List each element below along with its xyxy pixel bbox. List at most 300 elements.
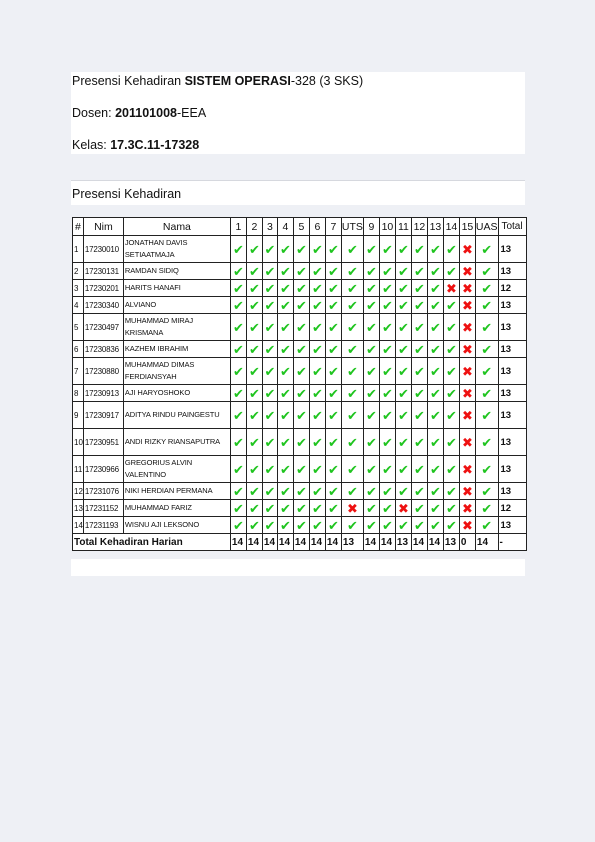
attendance-cell <box>411 385 427 402</box>
check-icon: ✔ <box>327 319 339 335</box>
attendance-cell <box>246 341 262 358</box>
row-number: 8 <box>73 385 84 402</box>
daily-total-cell: 14 <box>246 534 262 551</box>
check-icon: ✔ <box>346 280 358 296</box>
attendance-cell <box>341 263 363 280</box>
attendance-cell <box>443 314 459 341</box>
attendance-cell <box>379 358 395 385</box>
check-icon: ✔ <box>429 517 441 533</box>
attendance-cell <box>230 263 246 280</box>
attendance-cell <box>411 263 427 280</box>
attendance-cell <box>427 341 443 358</box>
course-name: SISTEM OPERASI <box>184 74 291 88</box>
attendance-cell <box>230 517 246 534</box>
attendance-cell <box>475 280 498 297</box>
student-nim: 17230340 <box>83 297 123 314</box>
check-icon: ✔ <box>381 483 393 499</box>
attendance-cell <box>341 500 363 517</box>
check-icon: ✔ <box>413 319 425 335</box>
check-icon: ✔ <box>397 341 409 357</box>
attendance-cell <box>379 483 395 500</box>
row-total: 13 <box>498 429 526 456</box>
check-icon: ✔ <box>327 280 339 296</box>
check-icon: ✔ <box>327 297 339 313</box>
attendance-cell <box>262 358 277 385</box>
column-header: 13 <box>427 218 443 236</box>
check-icon: ✔ <box>264 434 276 450</box>
check-icon: ✔ <box>346 341 358 357</box>
attendance-cell <box>246 429 262 456</box>
attendance-cell <box>363 483 379 500</box>
attendance-cell <box>309 358 325 385</box>
attendance-cell <box>246 297 262 314</box>
row-total: 13 <box>498 456 526 483</box>
check-icon: ✔ <box>397 461 409 477</box>
check-icon: ✔ <box>264 297 276 313</box>
attendance-cell <box>395 341 411 358</box>
check-icon: ✔ <box>381 341 393 357</box>
class-code: 17.3C.11-17328 <box>110 138 200 152</box>
student-nim: 17230966 <box>83 456 123 483</box>
row-number: 2 <box>73 263 84 280</box>
check-icon: ✔ <box>232 517 244 533</box>
check-icon: ✔ <box>295 517 307 533</box>
attendance-cell <box>230 500 246 517</box>
check-icon: ✔ <box>232 434 244 450</box>
attendance-cell <box>277 297 293 314</box>
check-icon: ✔ <box>481 297 493 313</box>
check-icon: ✔ <box>232 297 244 313</box>
check-icon: ✔ <box>311 500 323 516</box>
check-icon: ✔ <box>295 280 307 296</box>
attendance-cell <box>309 314 325 341</box>
row-total: 13 <box>498 341 526 358</box>
attendance-cell <box>475 358 498 385</box>
cross-icon: ✖ <box>445 280 457 296</box>
attendance-cell <box>475 500 498 517</box>
check-icon: ✔ <box>264 241 276 257</box>
attendance-cell <box>475 517 498 534</box>
column-header: 4 <box>277 218 293 236</box>
attendance-cell <box>363 358 379 385</box>
daily-total-row <box>73 534 527 551</box>
check-icon: ✔ <box>445 297 457 313</box>
attendance-cell <box>325 429 341 456</box>
attendance-cell <box>363 456 379 483</box>
check-icon: ✔ <box>381 280 393 296</box>
column-header: # <box>73 218 84 236</box>
attendance-cell <box>475 429 498 456</box>
attendance-cell <box>443 358 459 385</box>
attendance-cell <box>427 263 443 280</box>
attendance-cell <box>293 500 309 517</box>
check-icon: ✔ <box>481 263 493 279</box>
check-icon: ✔ <box>327 385 339 401</box>
attendance-cell <box>277 314 293 341</box>
check-icon: ✔ <box>481 319 493 335</box>
check-icon: ✔ <box>397 297 409 313</box>
attendance-cell <box>395 280 411 297</box>
check-icon: ✔ <box>413 341 425 357</box>
row-total: 13 <box>498 385 526 402</box>
cross-icon: ✖ <box>461 461 473 477</box>
attendance-cell <box>475 263 498 280</box>
row-total: 13 <box>498 263 526 280</box>
check-icon: ✔ <box>481 241 493 257</box>
attendance-cell <box>246 500 262 517</box>
row-number: 5 <box>73 314 84 341</box>
attendance-cell <box>230 236 246 263</box>
student-name: ALVIANO <box>123 297 230 314</box>
attendance-cell <box>395 429 411 456</box>
column-header: 14 <box>443 218 459 236</box>
check-icon: ✔ <box>295 461 307 477</box>
row-number: 7 <box>73 358 84 385</box>
attendance-cell <box>262 297 277 314</box>
check-icon: ✔ <box>311 461 323 477</box>
attendance-cell <box>379 314 395 341</box>
daily-total-cell: 14 <box>379 534 395 551</box>
check-icon: ✔ <box>311 319 323 335</box>
check-icon: ✔ <box>413 363 425 379</box>
check-icon: ✔ <box>264 483 276 499</box>
check-icon: ✔ <box>481 385 493 401</box>
attendance-cell <box>411 500 427 517</box>
attendance-cell <box>262 314 277 341</box>
attendance-cell <box>443 456 459 483</box>
row-number: 11 <box>73 456 84 483</box>
attendance-cell <box>293 429 309 456</box>
attendance-cell <box>293 263 309 280</box>
attendance-cell <box>246 358 262 385</box>
attendance-cell <box>427 314 443 341</box>
check-icon: ✔ <box>397 434 409 450</box>
attendance-cell <box>379 517 395 534</box>
attendance-cell <box>262 402 277 429</box>
table-row <box>73 500 527 517</box>
attendance-cell <box>341 429 363 456</box>
class-line <box>72 138 199 152</box>
attendance-cell <box>411 280 427 297</box>
cross-icon: ✖ <box>461 434 473 450</box>
attendance-cell <box>277 517 293 534</box>
attendance-cell <box>379 385 395 402</box>
attendance-cell <box>262 385 277 402</box>
attendance-cell <box>341 280 363 297</box>
attendance-cell <box>395 456 411 483</box>
check-icon: ✔ <box>232 500 244 516</box>
check-icon: ✔ <box>445 434 457 450</box>
check-icon: ✔ <box>381 434 393 450</box>
check-icon: ✔ <box>445 341 457 357</box>
check-icon: ✔ <box>279 461 291 477</box>
attendance-cell <box>475 297 498 314</box>
attendance-cell <box>379 341 395 358</box>
row-total: 12 <box>498 280 526 297</box>
attendance-cell <box>459 402 475 429</box>
footer-label: Total Kehadiran Harian <box>73 534 231 551</box>
attendance-cell <box>459 429 475 456</box>
attendance-cell <box>293 385 309 402</box>
attendance-cell <box>379 280 395 297</box>
row-number: 4 <box>73 297 84 314</box>
check-icon: ✔ <box>295 241 307 257</box>
attendance-cell <box>309 429 325 456</box>
attendance-cell <box>309 297 325 314</box>
attendance-cell <box>262 500 277 517</box>
attendance-cell <box>363 402 379 429</box>
check-icon: ✔ <box>279 483 291 499</box>
daily-total-cell: 14 <box>427 534 443 551</box>
attendance-cell <box>309 341 325 358</box>
check-icon: ✔ <box>248 297 260 313</box>
check-icon: ✔ <box>365 297 377 313</box>
check-icon: ✔ <box>365 319 377 335</box>
attendance-cell <box>427 280 443 297</box>
check-icon: ✔ <box>397 280 409 296</box>
attendance-cell <box>309 385 325 402</box>
attendance-cell <box>443 297 459 314</box>
column-header: Nama <box>123 218 230 236</box>
attendance-cell <box>230 402 246 429</box>
check-icon: ✔ <box>311 385 323 401</box>
check-icon: ✔ <box>248 319 260 335</box>
daily-total-cell: 14 <box>309 534 325 551</box>
check-icon: ✔ <box>279 280 291 296</box>
course-info-panel <box>71 72 525 154</box>
check-icon: ✔ <box>365 407 377 423</box>
attendance-cell <box>325 483 341 500</box>
check-icon: ✔ <box>279 241 291 257</box>
check-icon: ✔ <box>311 341 323 357</box>
attendance-cell <box>363 341 379 358</box>
attendance-cell <box>411 314 427 341</box>
check-icon: ✔ <box>327 363 339 379</box>
attendance-cell <box>475 314 498 341</box>
student-nim: 17231076 <box>83 483 123 500</box>
attendance-cell <box>459 358 475 385</box>
cross-icon: ✖ <box>461 297 473 313</box>
cross-icon: ✖ <box>397 500 409 516</box>
section-title: Presensi Kehadiran <box>72 187 182 201</box>
attendance-cell <box>262 429 277 456</box>
check-icon: ✔ <box>397 385 409 401</box>
attendance-cell <box>325 280 341 297</box>
attendance-cell <box>230 358 246 385</box>
check-icon: ✔ <box>346 385 358 401</box>
check-icon: ✔ <box>279 385 291 401</box>
daily-total-cell: 14 <box>293 534 309 551</box>
attendance-cell <box>230 297 246 314</box>
check-icon: ✔ <box>346 263 358 279</box>
student-name: MUHAMMAD MIRAJ KRISMANA <box>123 314 230 341</box>
attendance-cell <box>363 263 379 280</box>
check-icon: ✔ <box>481 461 493 477</box>
check-icon: ✔ <box>346 407 358 423</box>
attendance-cell <box>293 358 309 385</box>
attendance-cell <box>309 280 325 297</box>
column-header: 15 <box>459 218 475 236</box>
table-row <box>73 236 527 263</box>
check-icon: ✔ <box>429 341 441 357</box>
check-icon: ✔ <box>346 363 358 379</box>
attendance-cell <box>341 297 363 314</box>
row-total: 13 <box>498 483 526 500</box>
attendance-cell <box>395 402 411 429</box>
check-icon: ✔ <box>481 517 493 533</box>
attendance-table <box>72 217 527 551</box>
check-icon: ✔ <box>311 517 323 533</box>
check-icon: ✔ <box>279 297 291 313</box>
attendance-cell <box>262 517 277 534</box>
check-icon: ✔ <box>279 407 291 423</box>
attendance-cell <box>395 297 411 314</box>
attendance-cell <box>262 263 277 280</box>
check-icon: ✔ <box>413 483 425 499</box>
student-nim: 17230917 <box>83 402 123 429</box>
attendance-cell <box>459 236 475 263</box>
daily-total-cell: 14 <box>277 534 293 551</box>
check-icon: ✔ <box>232 241 244 257</box>
cross-icon: ✖ <box>461 363 473 379</box>
student-nim: 17230951 <box>83 429 123 456</box>
table-body <box>73 236 527 534</box>
attendance-cell <box>309 456 325 483</box>
attendance-cell <box>325 263 341 280</box>
cross-icon: ✖ <box>461 241 473 257</box>
check-icon: ✔ <box>232 363 244 379</box>
check-icon: ✔ <box>365 280 377 296</box>
check-icon: ✔ <box>279 363 291 379</box>
check-icon: ✔ <box>248 500 260 516</box>
attendance-cell <box>293 236 309 263</box>
table-row <box>73 429 527 456</box>
attendance-cell <box>475 341 498 358</box>
attendance-cell <box>459 500 475 517</box>
attendance-cell <box>325 402 341 429</box>
attendance-cell <box>475 456 498 483</box>
check-icon: ✔ <box>264 461 276 477</box>
check-icon: ✔ <box>365 461 377 477</box>
student-nim: 17230131 <box>83 263 123 280</box>
check-icon: ✔ <box>381 297 393 313</box>
check-icon: ✔ <box>327 263 339 279</box>
check-icon: ✔ <box>295 319 307 335</box>
check-icon: ✔ <box>397 407 409 423</box>
attendance-cell <box>443 483 459 500</box>
attendance-cell <box>395 236 411 263</box>
attendance-cell <box>246 456 262 483</box>
check-icon: ✔ <box>264 407 276 423</box>
attendance-cell <box>411 358 427 385</box>
attendance-cell <box>230 429 246 456</box>
attendance-cell <box>277 385 293 402</box>
column-header: 11 <box>395 218 411 236</box>
column-header: UTS <box>341 218 363 236</box>
check-icon: ✔ <box>295 500 307 516</box>
attendance-cell <box>459 280 475 297</box>
attendance-cell <box>277 358 293 385</box>
check-icon: ✔ <box>481 363 493 379</box>
attendance-cell <box>427 456 443 483</box>
attendance-cell <box>246 314 262 341</box>
check-icon: ✔ <box>248 483 260 499</box>
check-icon: ✔ <box>397 263 409 279</box>
check-icon: ✔ <box>397 483 409 499</box>
attendance-cell <box>411 483 427 500</box>
cross-icon: ✖ <box>346 500 358 516</box>
check-icon: ✔ <box>365 263 377 279</box>
course-title <box>72 74 363 88</box>
cross-icon: ✖ <box>461 263 473 279</box>
check-icon: ✔ <box>429 263 441 279</box>
attendance-cell <box>325 358 341 385</box>
check-icon: ✔ <box>248 280 260 296</box>
attendance-cell <box>293 341 309 358</box>
check-icon: ✔ <box>413 500 425 516</box>
column-header: Nim <box>83 218 123 236</box>
attendance-cell <box>293 280 309 297</box>
student-name: HARITS HANAFI <box>123 280 230 297</box>
check-icon: ✔ <box>327 407 339 423</box>
attendance-cell <box>475 236 498 263</box>
check-icon: ✔ <box>365 363 377 379</box>
attendance-cell <box>379 429 395 456</box>
check-icon: ✔ <box>381 517 393 533</box>
check-icon: ✔ <box>327 461 339 477</box>
check-icon: ✔ <box>429 483 441 499</box>
column-header: 2 <box>246 218 262 236</box>
attendance-cell <box>277 263 293 280</box>
attendance-cell <box>293 483 309 500</box>
attendance-cell <box>427 385 443 402</box>
attendance-cell <box>427 500 443 517</box>
check-icon: ✔ <box>232 280 244 296</box>
attendance-cell <box>293 402 309 429</box>
attendance-cell <box>341 402 363 429</box>
row-number: 12 <box>73 483 84 500</box>
check-icon: ✔ <box>232 407 244 423</box>
lecturer-id: 201101008 <box>115 106 177 120</box>
check-icon: ✔ <box>365 385 377 401</box>
check-icon: ✔ <box>481 280 493 296</box>
check-icon: ✔ <box>248 517 260 533</box>
check-icon: ✔ <box>327 434 339 450</box>
table-row <box>73 314 527 341</box>
check-icon: ✔ <box>445 483 457 499</box>
row-number: 1 <box>73 236 84 263</box>
attendance-cell <box>277 456 293 483</box>
daily-total-cell: 13 <box>395 534 411 551</box>
attendance-cell <box>363 500 379 517</box>
attendance-cell <box>475 483 498 500</box>
row-number: 9 <box>73 402 84 429</box>
row-total: 13 <box>498 236 526 263</box>
check-icon: ✔ <box>311 434 323 450</box>
attendance-cell <box>443 429 459 456</box>
row-total: 13 <box>498 297 526 314</box>
check-icon: ✔ <box>445 385 457 401</box>
student-name: ADITYA RINDU PAINGESTU <box>123 402 230 429</box>
column-header: 7 <box>325 218 341 236</box>
student-nim: 17231193 <box>83 517 123 534</box>
student-nim: 17230880 <box>83 358 123 385</box>
course-credits: -328 (3 SKS) <box>290 74 364 88</box>
student-name: MUHAMMAD DIMAS FERDIANSYAH <box>123 358 230 385</box>
check-icon: ✔ <box>232 341 244 357</box>
check-icon: ✔ <box>295 434 307 450</box>
attendance-cell <box>363 280 379 297</box>
